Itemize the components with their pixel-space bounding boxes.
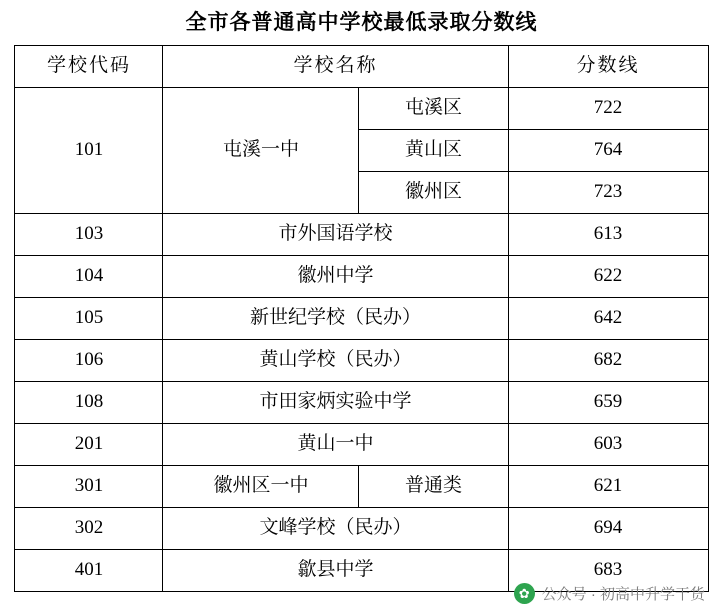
cell-code: 301: [15, 466, 163, 508]
cell-subcategory: 徽州区: [359, 172, 508, 214]
cell-school: 徽州区一中: [163, 466, 359, 508]
wechat-icon: ✿: [514, 583, 535, 604]
table-row: [15, 214, 708, 256]
table-row: [15, 424, 708, 466]
cell-score: 621: [508, 466, 708, 508]
cell-code: 104: [15, 256, 163, 298]
cell-score: 683: [508, 550, 708, 592]
cell-score: 613: [508, 214, 708, 256]
cell-school: 市外国语学校: [163, 214, 508, 256]
table-row: [15, 382, 708, 424]
table-row: [15, 466, 708, 508]
cell-score: 694: [508, 508, 708, 550]
table-row: [15, 508, 708, 550]
cell-code: 108: [15, 382, 163, 424]
cell-school: 文峰学校（民办）: [163, 508, 508, 550]
cell-code: 101: [15, 88, 163, 214]
table-row: [15, 88, 708, 130]
cell-code: 105: [15, 298, 163, 340]
score-table: [14, 45, 708, 592]
cell-school: 黄山学校（民办）: [163, 340, 508, 382]
cell-score: 659: [508, 382, 708, 424]
cell-school: 新世纪学校（民办）: [163, 298, 508, 340]
column-header-score: 分数线: [508, 46, 708, 88]
cell-code: 103: [15, 214, 163, 256]
cell-code: 401: [15, 550, 163, 592]
table-row: [15, 298, 708, 340]
cell-code: 106: [15, 340, 163, 382]
cell-subcategory: 普通类: [359, 466, 508, 508]
cell-score: 722: [508, 88, 708, 130]
cell-score: 682: [508, 340, 708, 382]
column-header-code: 学校代码: [15, 46, 163, 88]
cell-score: 764: [508, 130, 708, 172]
table-row: [15, 340, 708, 382]
table-header-row: [15, 46, 708, 88]
cell-school: 市田家炳实验中学: [163, 382, 508, 424]
cell-score: 723: [508, 172, 708, 214]
table-row: [15, 256, 708, 298]
cell-subcategory: 屯溪区: [359, 88, 508, 130]
page-title: 全市各普通高中学校最低录取分数线: [185, 10, 538, 34]
cell-code: 302: [15, 508, 163, 550]
cell-score: 603: [508, 424, 708, 466]
cell-school: 屯溪一中: [163, 88, 359, 214]
cell-school: 歙县中学: [163, 550, 508, 592]
cell-score: 642: [508, 298, 708, 340]
watermark-text: 公众号 · 初高中升学干货: [541, 586, 705, 603]
watermark: [510, 581, 709, 606]
cell-school: 黄山一中: [163, 424, 508, 466]
cell-subcategory: 黄山区: [359, 130, 508, 172]
cell-code: 201: [15, 424, 163, 466]
column-header-school: 学校名称: [163, 46, 508, 88]
cell-score: 622: [508, 256, 708, 298]
cell-school: 徽州中学: [163, 256, 508, 298]
